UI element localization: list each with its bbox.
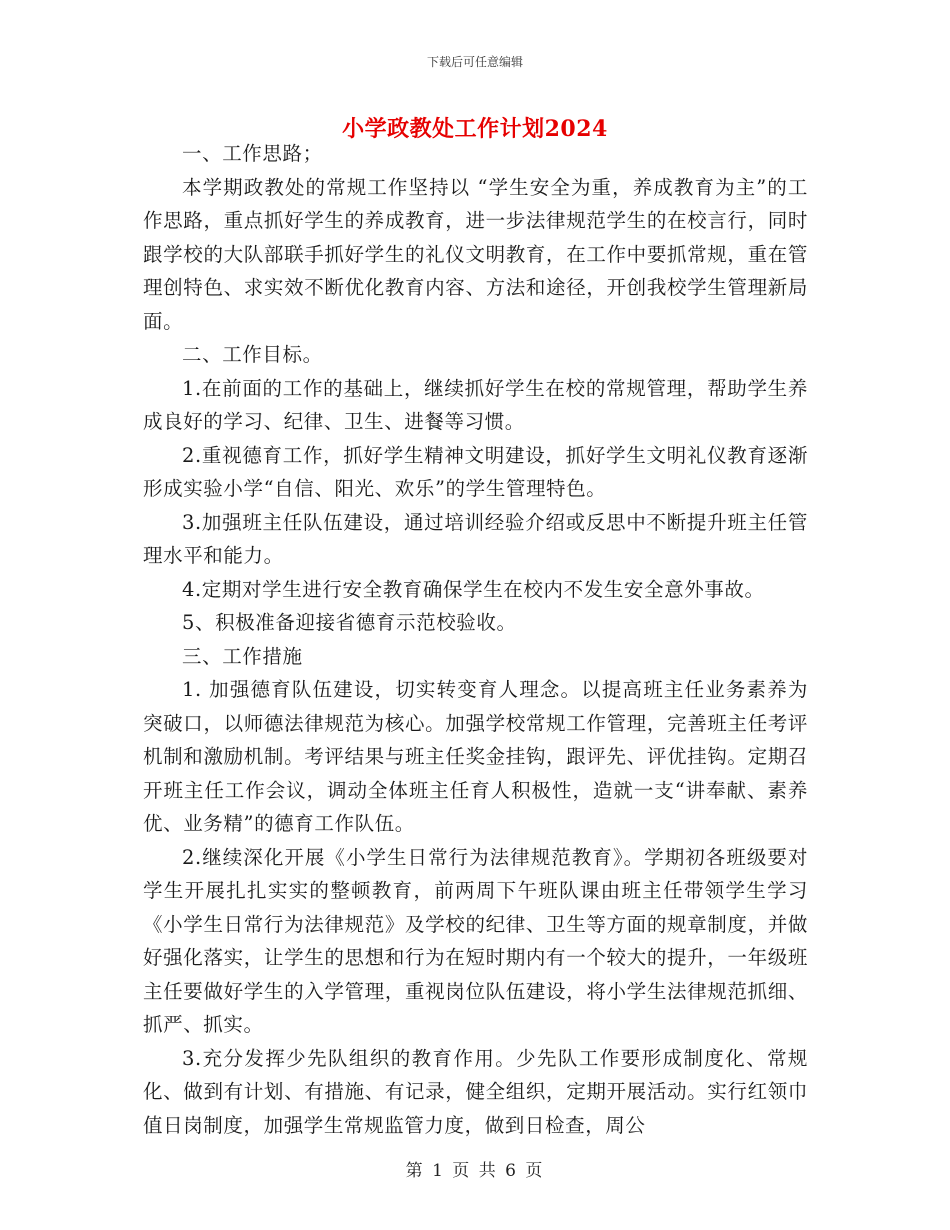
paragraph-approach: 本学期政教处的常规工作坚持以 “学生安全为重，养成教育为主”的工作思路，重点抓好学生的养成教育，进一步法律规范学生的在校言行，同时跟学校的大队部联手抓好学生的礼仪文明教育，在工作中要抓常规，重在管理创特色、求实效不断优化教育内容、方法和途径，开创我校学生管理新局面。 [143,175,808,333]
measure-item-2: 2.继续深化开展《小学生日常行为法律规范教育》。学期初各班级要对学生开展扎扎实实的整顿教育，前两周下午班队课由班主任带领学生学习《小学生日常行为法律规范》及学校的纪律、卫生等方面的规章制度，并做好强化落实，让学生的思想和行为在短时期内有一个较大的提升，一年级班主任要做好学生的入学管理，重视岗位队伍建设，将小学生法律规范抓细、抓严、抓实。 [143,845,808,1036]
page-number: 第 1 页 共 6 页 [405,1161,545,1181]
page-header-note: 下载后可任意编辑 [426,55,523,69]
section-heading-measures: 三、工作措施 [182,644,303,668]
document-body [143,137,808,1142]
document-title: 小学政教处工作计划2024 [342,116,608,142]
goal-item-1: 1.在前面的工作的基础上，继续抓好学生在校的常规管理，帮助学生养成良好的学习、纪律、卫生、进餐等习惯。 [143,376,808,433]
goal-item-2: 2.重视德育工作，抓好学生精神文明建设，抓好学生文明礼仪教育逐渐形成实验小学“自信、阳光、欢乐”的学生管理特色。 [143,443,808,500]
section-heading-approach: 一、工作思路； [182,142,323,165]
goal-item-3: 3.加强班主任队伍建设，通过培训经验介绍或反思中不断提升班主任管理水平和能力。 [143,510,808,567]
section-heading-goals: 二、工作目标。 [182,343,323,366]
goal-item-5: 5、积极准备迎接省德育示范校验收。 [182,611,517,634]
measure-item-3: 3.充分发挥少先队组织的教育作用。少先队工作要形成制度化、常规化、做到有计划、有措施、有记录，健全组织，定期开展活动。实行红领巾值日岗制度，加强学生常规监管力度，做到日检查，周公 [143,1046,808,1137]
goal-item-4: 4.定期对学生进行安全教育确保学生在校内不发生安全意外事故。 [182,577,765,601]
measure-item-1: 1. 加强德育队伍建设，切实转变育人理念。以提高班主任业务素养为突破口，以师德法律规范为核心。加强学校常规工作管理，完善班主任考评机制和激励机制。考评结果与班主任奖金挂钩，跟评先、评优挂钩。定期召开班主任工作会议，调动全体班主任育人积极性，造就一支“讲奉献、素养优、业务精”的德育工作队伍。 [143,678,808,835]
